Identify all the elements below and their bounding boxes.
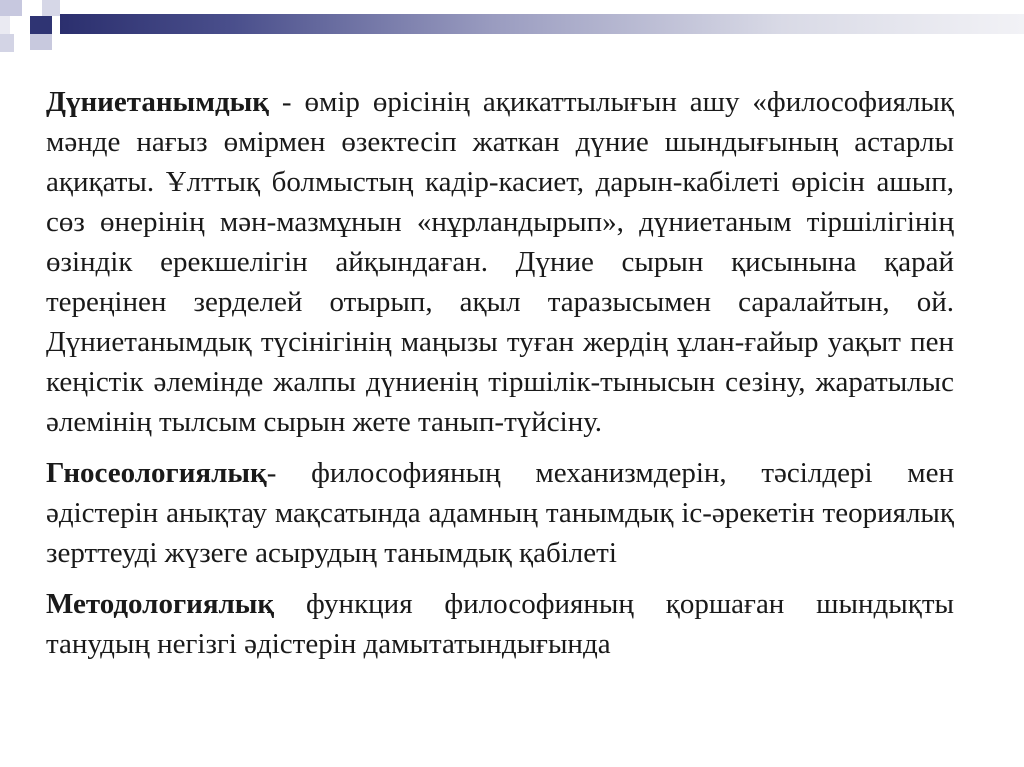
decor-square xyxy=(0,0,22,16)
paragraph-gnoseological xyxy=(46,453,954,573)
slide-body xyxy=(46,82,954,675)
header-gradient-bar xyxy=(60,14,1024,34)
paragraph-text: - философияның механизмдерін, тәсілдері мен әдістерін анықтау мақсатында адамның танымдық іс-әрекетін теориялық зерттеуді жүзеге асырудың танымдық қабілеті xyxy=(46,457,954,569)
paragraph-worldview xyxy=(46,82,954,442)
term-worldview: Дүниетанымдық xyxy=(46,86,269,118)
term-methodological: Методологиялық xyxy=(46,588,275,620)
paragraph-text: функция философияның қоршаған шындықты танудың негізгі әдістерін дамытатындығында xyxy=(46,588,954,660)
decor-square xyxy=(0,14,10,34)
term-gnoseological: Гносеологиялық xyxy=(46,457,267,489)
paragraph-methodological xyxy=(46,584,954,664)
decor-square xyxy=(42,0,60,16)
paragraph-text: - өмір өрісінің ақикаттылығын ашу «философиялық мәнде нағыз өмірмен өзектесіп жаткан дүние шындығының астарлы ақиқаты. Ұлттық болмыстың кадір-касиет, дарын-кабілеті өрісін ашып, сөз өнерінің мән-мазмұнын «нұрландырып», дүниетаным тіршілігінің өзіндік ерекшелігін айқындаған. Дүние сырын қисынына қарай тереңінен зерделей отырып, ақыл таразысымен саралайтын, ой. Дүниетанымдық түсінігінің маңызы туған жердің ұлан-ғайыр уақыт пен кеңістік әлемінде жалпы дүниенің тіршілік-тынысын сезіну, жаратылыс әлемінің тылсым сырын жете танып-түйсіну. xyxy=(46,86,954,438)
decor-square xyxy=(30,34,52,50)
decor-square xyxy=(0,34,14,52)
decor-square xyxy=(30,16,52,34)
decor-square xyxy=(22,0,42,16)
decor-square xyxy=(10,16,30,34)
